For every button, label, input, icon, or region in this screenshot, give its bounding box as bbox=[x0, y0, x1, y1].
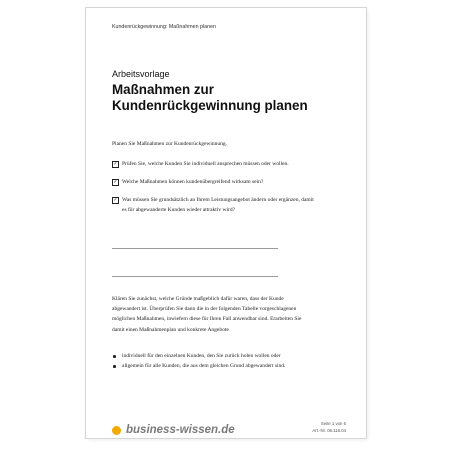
article-number: Art.-Nr. 06.116.04 bbox=[312, 427, 346, 433]
checklist-item bbox=[112, 177, 318, 187]
checklist-item-text: Welche Maßnahmen können kundenübergreifend wirksam sein? bbox=[122, 179, 264, 185]
checked-box-icon: ✓ bbox=[113, 161, 118, 167]
business-wissen-logo bbox=[112, 424, 235, 436]
checklist-item bbox=[112, 159, 318, 169]
intro-text: Planen Sie Maßnahmen zur Kundenrückgewinnung. bbox=[112, 141, 228, 147]
bullet-item-text: individuell für den einzelnen Kunden, den Sie zurück holen wollen oder bbox=[122, 353, 281, 359]
bullet-dot-icon bbox=[113, 365, 116, 368]
running-header: Kundenrückgewinnung: Maßnahmen planen bbox=[112, 24, 216, 30]
bullet-item-text: allgemein für alle Kunden, die aus dem gleichen Grund abgewandert sind. bbox=[122, 363, 286, 370]
document-page bbox=[86, 8, 366, 438]
checklist-item-text: Prüfen Sie, welche Kunden Sie individuell ansprechen müssen oder wollen. bbox=[122, 161, 289, 167]
footer-meta bbox=[312, 421, 346, 434]
checked-box-icon: ✓ bbox=[113, 179, 118, 185]
document-title: Maßnahmen zur Kundenrückgewinnung planen bbox=[112, 82, 308, 113]
bullet-dot-icon bbox=[113, 355, 116, 358]
logo-text: business-wissen.de bbox=[126, 424, 235, 436]
writing-line bbox=[112, 248, 278, 249]
bullet-list bbox=[112, 351, 312, 371]
document-subtitle: Arbeitsvorlage bbox=[112, 69, 170, 79]
checklist-item bbox=[112, 195, 318, 215]
writing-line bbox=[112, 276, 278, 277]
bullet-item bbox=[112, 361, 312, 371]
page-info: Seite 1 von 6 bbox=[320, 421, 346, 426]
checked-box-icon: ✓ bbox=[113, 197, 118, 203]
checklist bbox=[112, 159, 318, 223]
bullet-item bbox=[112, 351, 312, 361]
checklist-item-text: Was müssen Sie grundsätzlich an Ihrem Leistungsangebot ändern oder ergänzen, damit es für abgewanderte Kunden wieder attraktiv wird? bbox=[122, 197, 314, 213]
orange-dot-logo-icon bbox=[112, 426, 121, 435]
body-paragraph: Klären Sie zunächst, welche Gründe maßgeblich dafür waren, dass der Kunde abgewandert ist. Überprüfen Sie dann die in der folgenden Tabelle vorgeschlagenen möglichen Maßnahmen, inwiefern diese für Ihren Fall anwendbar sind. Erarbeiten Sie damit einen Maßnahmenplan und konkrete Angebote bbox=[112, 296, 302, 333]
